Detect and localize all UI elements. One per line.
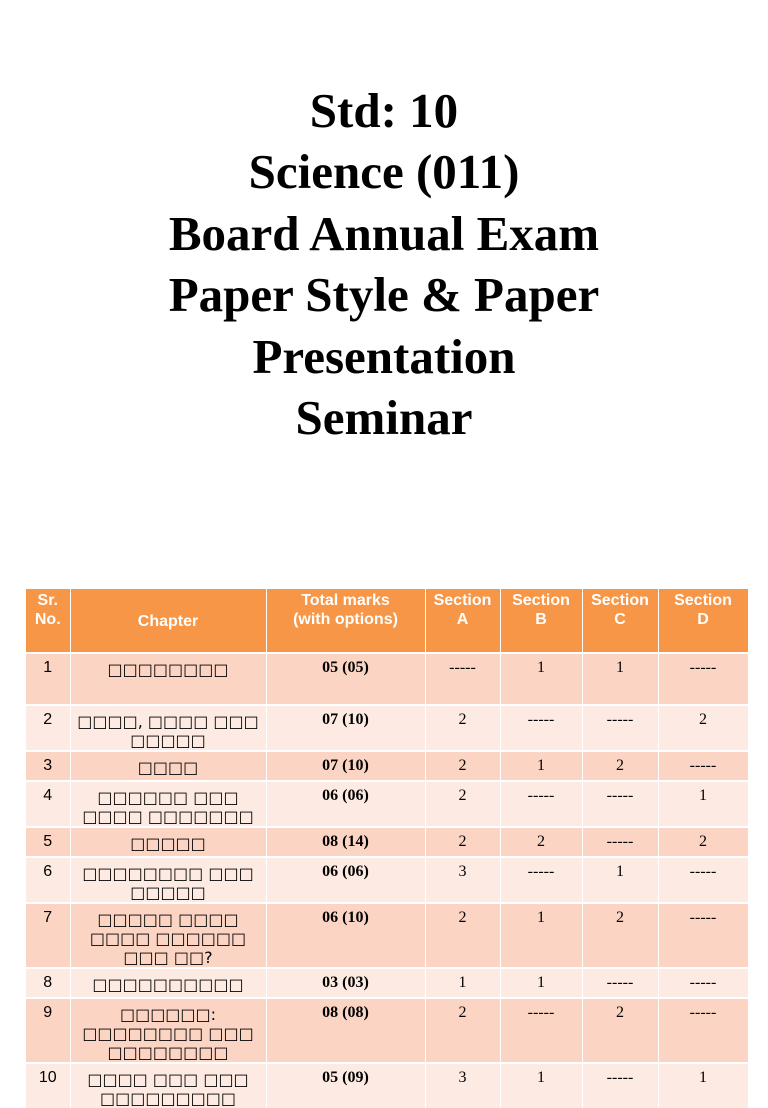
cell-chapter: □□□□□: [70, 827, 266, 857]
cell-section-a: 2: [425, 998, 500, 1063]
cell-section-d: -----: [658, 998, 748, 1063]
cell-section-d: 1: [658, 1063, 748, 1108]
cell-section-a: 1: [425, 968, 500, 998]
cell-section-a: 3: [425, 1063, 500, 1108]
header-section-d: Section D: [658, 589, 748, 653]
cell-section-b: -----: [500, 998, 582, 1063]
cell-sr-no: 9: [26, 998, 70, 1063]
header-section-c: Section C: [582, 589, 658, 653]
page-title: [0, 80, 768, 448]
cell-chapter: □□□□□□□□ □□□ □□□□□: [70, 857, 266, 903]
table-row: [26, 781, 748, 827]
cell-sr-no: 8: [26, 968, 70, 998]
cell-section-c: -----: [582, 827, 658, 857]
title-line: Board Annual Exam: [168, 205, 600, 261]
cell-section-a: 2: [425, 751, 500, 781]
title-line: Seminar: [295, 390, 473, 446]
cell-sr-no: 1: [26, 653, 70, 705]
cell-section-b: -----: [500, 857, 582, 903]
table-row: [26, 653, 748, 705]
cell-section-d: -----: [658, 903, 748, 968]
table-row: [26, 705, 748, 751]
title-line: Paper Style & Paper: [168, 267, 600, 323]
title-line: Science (011): [248, 144, 520, 200]
cell-section-d: 2: [658, 827, 748, 857]
table-row: [26, 751, 748, 781]
cell-chapter: □□□□□□□□: [70, 653, 266, 705]
cell-section-d: -----: [658, 751, 748, 781]
cell-section-b: 1: [500, 653, 582, 705]
cell-section-c: -----: [582, 968, 658, 998]
cell-sr-no: 2: [26, 705, 70, 751]
cell-chapter: □□□□: [70, 751, 266, 781]
cell-chapter: □□□□, □□□□ □□□ □□□□□: [70, 705, 266, 751]
header-section-a: Section A: [425, 589, 500, 653]
cell-total-marks: 07 (10): [266, 705, 425, 751]
cell-total-marks: 08 (08): [266, 998, 425, 1063]
cell-section-d: -----: [658, 857, 748, 903]
cell-section-c: -----: [582, 1063, 658, 1108]
cell-section-c: 2: [582, 903, 658, 968]
table-row: [26, 998, 748, 1063]
title-line: Std: 10: [309, 83, 459, 138]
cell-total-marks: 05 (05): [266, 653, 425, 705]
cell-section-a: 2: [425, 705, 500, 751]
table-row: [26, 857, 748, 903]
cell-section-d: -----: [658, 653, 748, 705]
cell-section-a: 2: [425, 903, 500, 968]
cell-sr-no: 7: [26, 903, 70, 968]
cell-sr-no: 3: [26, 751, 70, 781]
cell-section-b: 1: [500, 968, 582, 998]
cell-section-b: 1: [500, 903, 582, 968]
cell-section-a: 2: [425, 827, 500, 857]
cell-total-marks: 06 (10): [266, 903, 425, 968]
cell-section-b: -----: [500, 705, 582, 751]
header-sr-no: Sr. No.: [26, 589, 70, 653]
table-row: [26, 968, 748, 998]
table-body: [26, 653, 748, 1108]
cell-total-marks: 05 (09): [266, 1063, 425, 1108]
cell-section-d: 1: [658, 781, 748, 827]
cell-section-c: 2: [582, 751, 658, 781]
header-total-marks: Total marks (with options): [266, 589, 425, 653]
table-row: [26, 1063, 748, 1108]
cell-section-c: 1: [582, 857, 658, 903]
cell-section-a: 3: [425, 857, 500, 903]
cell-section-a: -----: [425, 653, 500, 705]
cell-total-marks: 06 (06): [266, 857, 425, 903]
cell-sr-no: 4: [26, 781, 70, 827]
cell-chapter: □□□□ □□□ □□□ □□□□□□□□□: [70, 1063, 266, 1108]
cell-chapter: □□□□□ □□□□ □□□□ □□□□□□ □□□ □□?: [70, 903, 266, 968]
title-line: Presentation: [252, 328, 516, 384]
cell-section-b: 1: [500, 1063, 582, 1108]
marks-table: [26, 589, 749, 1108]
cell-sr-no: 10: [26, 1063, 70, 1108]
cell-section-b: -----: [500, 781, 582, 827]
table-header-row: [26, 589, 748, 653]
cell-section-b: 1: [500, 751, 582, 781]
header-chapter: Chapter: [70, 589, 266, 653]
cell-section-c: -----: [582, 705, 658, 751]
cell-sr-no: 6: [26, 857, 70, 903]
cell-sr-no: 5: [26, 827, 70, 857]
cell-section-c: -----: [582, 781, 658, 827]
cell-section-d: 2: [658, 705, 748, 751]
header-section-b: Section B: [500, 589, 582, 653]
cell-section-a: 2: [425, 781, 500, 827]
table-row: [26, 903, 748, 968]
cell-chapter: □□□□□□ □□□ □□□□ □□□□□□□: [70, 781, 266, 827]
cell-total-marks: 08 (14): [266, 827, 425, 857]
cell-total-marks: 06 (06): [266, 781, 425, 827]
cell-section-c: 1: [582, 653, 658, 705]
cell-total-marks: 07 (10): [266, 751, 425, 781]
cell-chapter: □□□□□□: □□□□□□□□ □□□ □□□□□□□□: [70, 998, 266, 1063]
table-row: [26, 827, 748, 857]
cell-section-d: -----: [658, 968, 748, 998]
cell-chapter: □□□□□□□□□□: [70, 968, 266, 998]
cell-section-b: 2: [500, 827, 582, 857]
cell-total-marks: 03 (03): [266, 968, 425, 998]
cell-section-c: 2: [582, 998, 658, 1063]
